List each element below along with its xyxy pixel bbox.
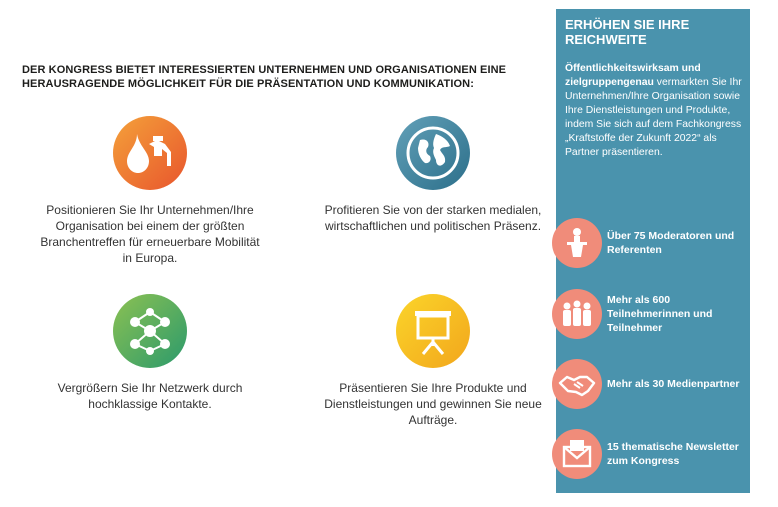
speaker-podium-icon	[552, 218, 602, 268]
feature-presence	[318, 116, 548, 234]
stat-media-partners	[556, 359, 750, 409]
handshake-icon	[552, 359, 602, 409]
fuel-drop-icon	[113, 116, 187, 190]
stat-newsletters	[556, 429, 750, 479]
panel-highlight: Öffentlichkeitswirksam und zielgruppengenau	[565, 63, 701, 88]
presentation-board-icon	[396, 294, 470, 368]
stat-participants	[556, 289, 750, 339]
stat-speakers	[556, 218, 750, 268]
feature-products	[318, 294, 548, 428]
globe-icon	[396, 116, 470, 190]
panel-description-text: vermarkten Sie Ihr Unternehmen/Ihre Organisation sowie Ihre Dienstleistungen und Produkte, indem Sie sich auf dem Fachkongress „Kraftstoffe der Zukunft 2022“ als Partner präsentieren.	[565, 77, 742, 158]
stat-text: Über 75 Moderatoren und Referenten	[607, 230, 735, 256]
intro-heading: DER KONGRESS BIETET INTERESSIERTEN UNTERNEHMEN UND ORGANISATIONEN EINE HERAUSRAGENDE MÖGLICHKEIT FÜR DIE PRÄSENTATION UND KOMMUNIKATION:	[22, 64, 507, 90]
feature-positioning	[35, 116, 265, 266]
feature-text: Präsentieren Sie Ihre Produkte und Dienstleistungen und gewinnen Sie neue Aufträge.	[324, 381, 542, 427]
feature-text: Profitieren Sie von der starken medialen, wirtschaftlichen und politischen Präsenz.	[324, 203, 542, 233]
feature-text: Positionieren Sie Ihr Unternehmen/Ihre Organisation bei einem der größten Branchentreffen für erneuerbare Mobilität in Europa.	[40, 203, 260, 265]
network-icon	[113, 294, 187, 368]
feature-text: Vergrößern Sie Ihr Netzwerk durch hochklassige Kontakte.	[57, 381, 243, 411]
reach-panel	[556, 9, 750, 493]
feature-network	[35, 294, 265, 412]
stat-text: 15 thematische Newsletter zum Kongress	[607, 441, 739, 467]
stat-text: Mehr als 600 Teilnehmerinnen und Teilnehmer	[607, 294, 713, 334]
panel-description	[565, 62, 747, 160]
stat-text: Mehr als 30 Medienpartner	[607, 378, 740, 390]
panel-title: ERHÖHEN SIE IHRE REICHWEITE	[565, 17, 690, 47]
people-group-icon	[552, 289, 602, 339]
newsletter-envelope-icon	[552, 429, 602, 479]
